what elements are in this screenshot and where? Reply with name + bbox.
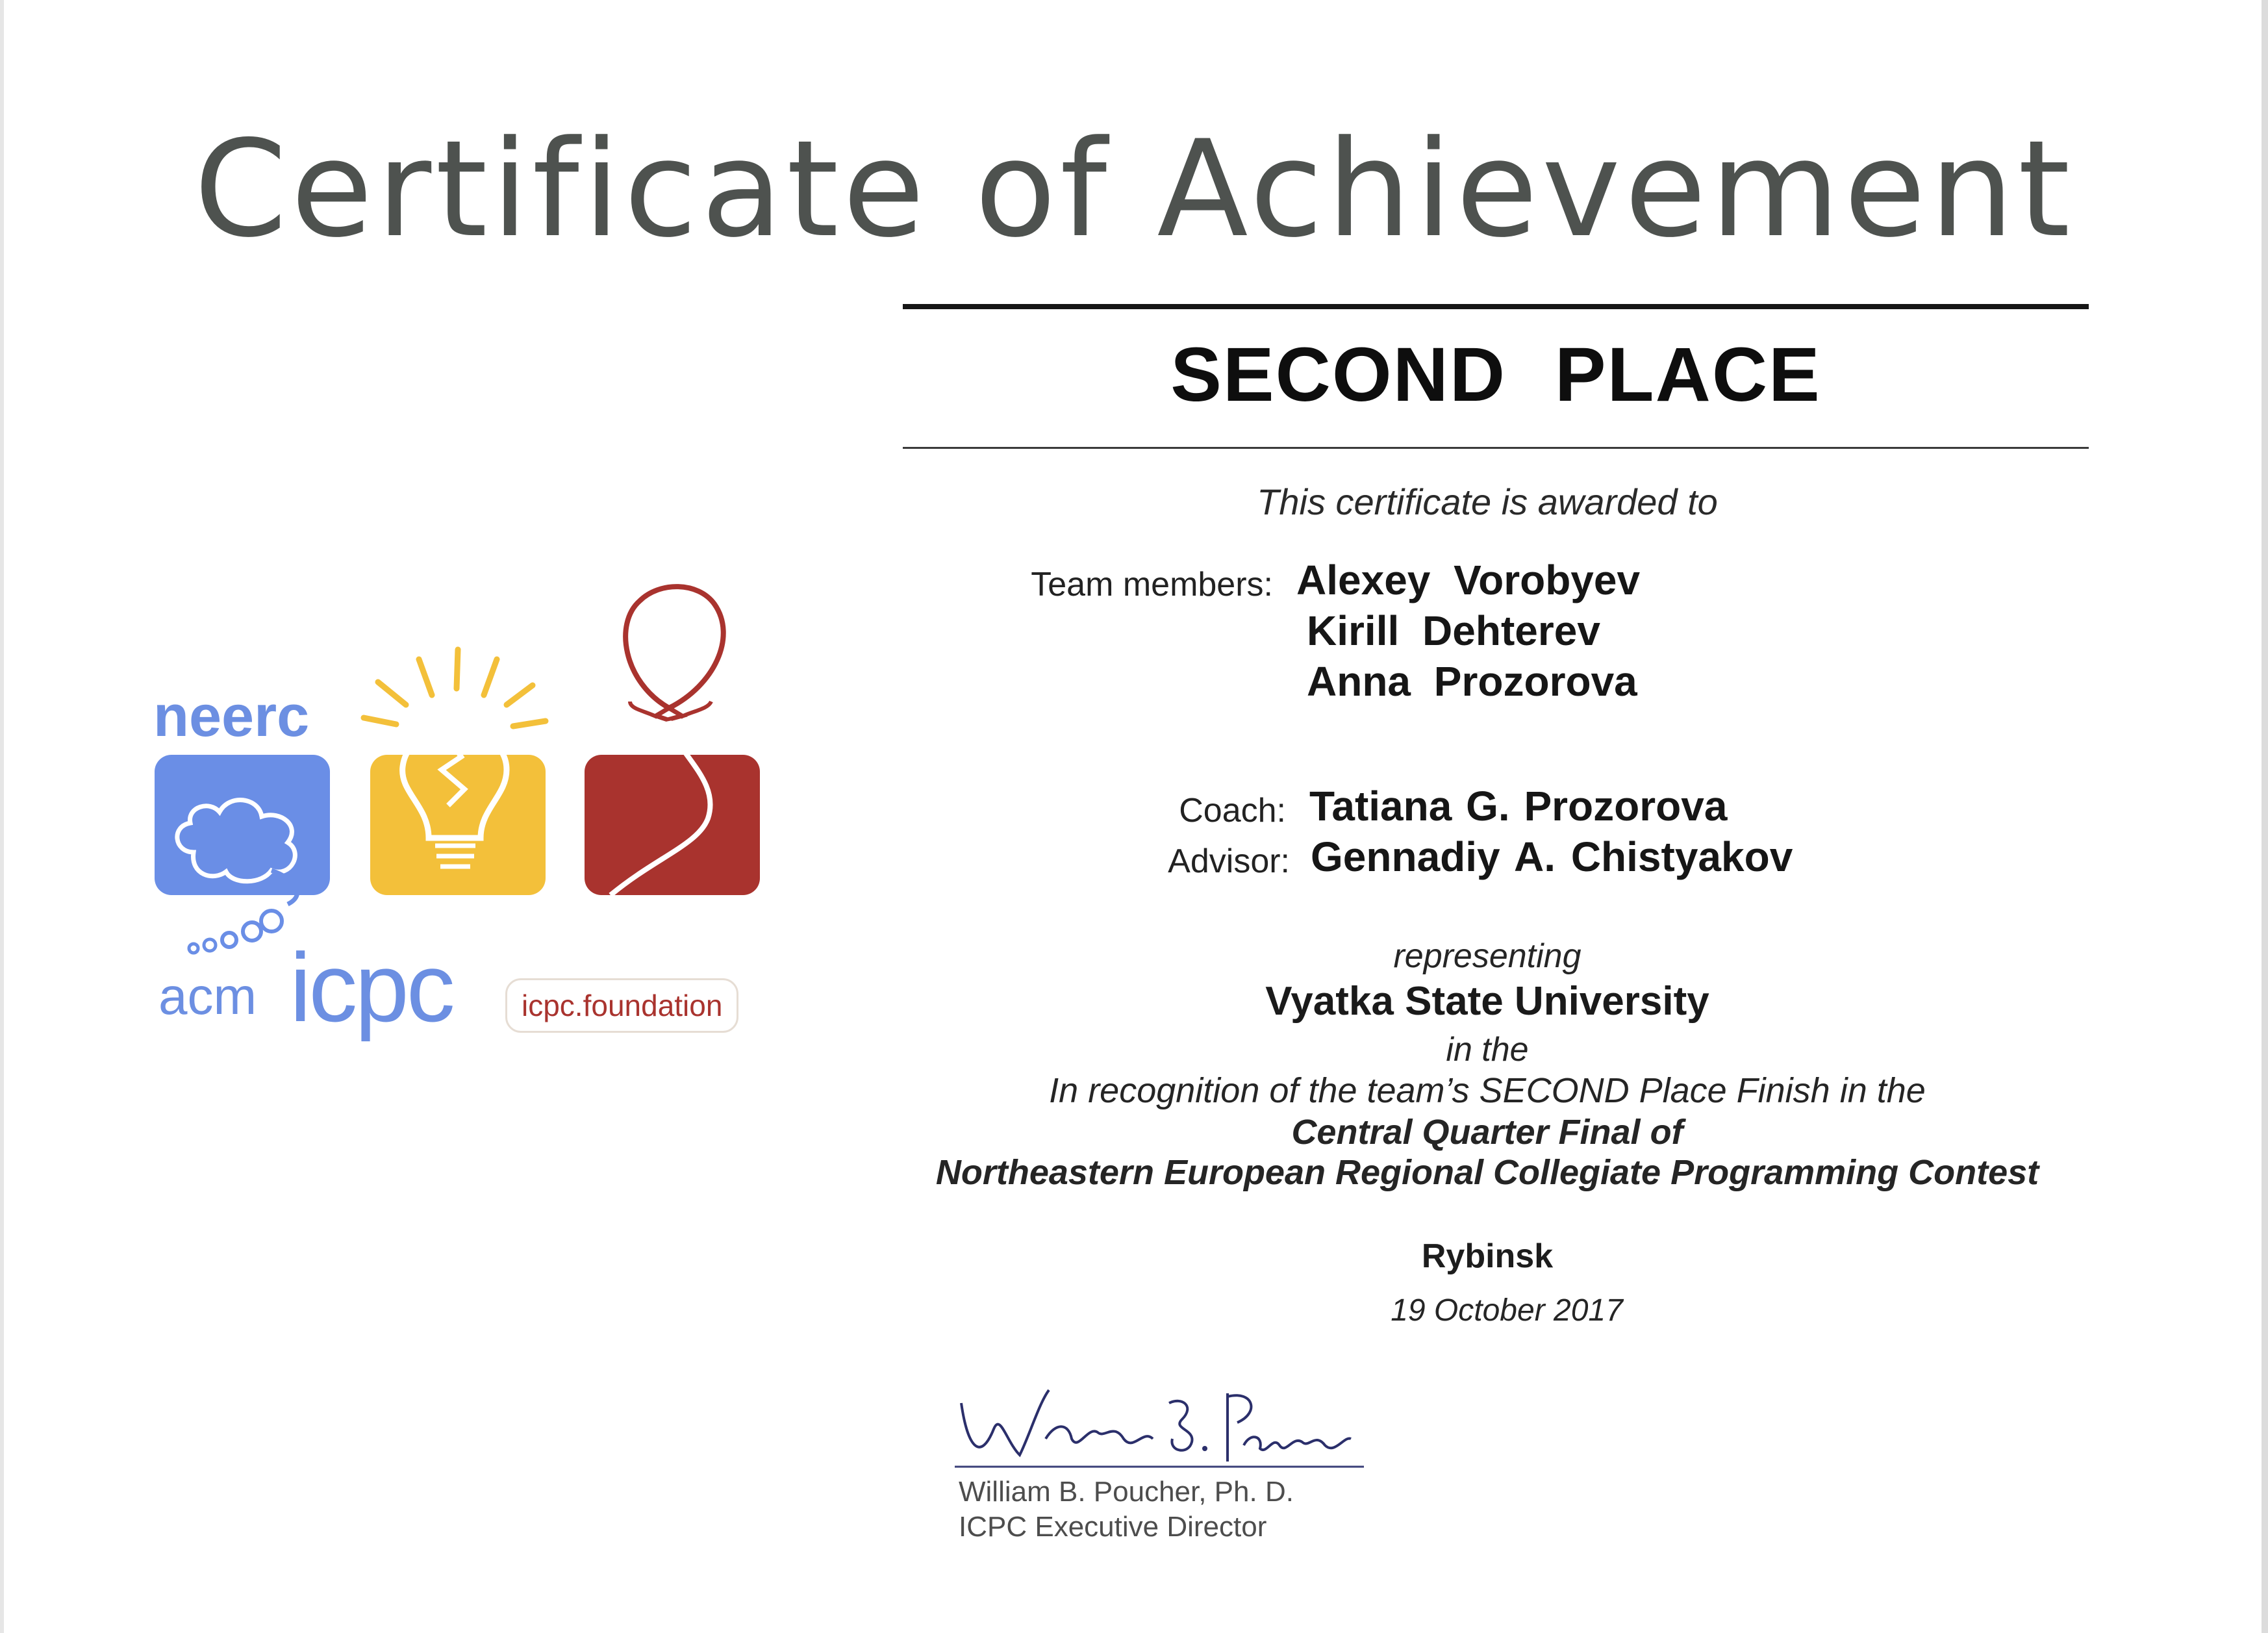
team-member-2: Kirill Dehterev: [1307, 607, 1600, 654]
university-name: Vyatka State University: [1265, 979, 1709, 1024]
place-heading: SECOND PLACE: [1170, 332, 1821, 418]
team-members-label: Team members:: [1031, 566, 1273, 603]
contest-line-2: Northeastern European Regional Collegiate Programming Contest: [935, 1153, 2039, 1192]
signature-name: William B. Poucher, Ph. D.: [959, 1476, 1294, 1508]
representing-text: representing: [1393, 937, 1581, 975]
signature-image: [948, 1377, 1377, 1475]
certificate-title: Certificate of Achievement: [194, 112, 2074, 267]
team-member-1: Alexey Vorobyev: [1296, 557, 1641, 603]
coach-name: Tatiana G. Prozorova: [1309, 783, 1728, 829]
recognition-text: In recognition of the team’s SECOND Place Finish in the: [1049, 1071, 1926, 1110]
top-rule: [903, 304, 2089, 309]
contest-line-1: Central Quarter Final of: [1291, 1113, 1683, 1152]
team-member-3: Anna Prozorova: [1307, 658, 1637, 705]
signature-title: ICPC Executive Director: [959, 1511, 1267, 1543]
in-the-text: in the: [1446, 1031, 1529, 1069]
icpc-foundation-badge: icpc.foundation: [505, 978, 738, 1033]
thought-cloud-icon: [155, 755, 349, 963]
advisor-label: Advisor:: [1168, 842, 1290, 880]
balloon-icon: [585, 572, 760, 896]
bottom-rule: [903, 447, 2089, 449]
city: Rybinsk: [1421, 1237, 1554, 1275]
acm-logo-text: acm: [158, 967, 257, 1025]
awarded-to-text: This certificate is awarded to: [1257, 481, 1718, 522]
coach-label: Coach:: [1179, 792, 1286, 829]
neerc-logo-text: neerc: [153, 684, 310, 749]
advisor-name: Gennadiy A. Chistyakov: [1311, 833, 1793, 880]
lightbulb-icon: [351, 643, 565, 890]
icpc-logo-text: icpc: [290, 933, 453, 1042]
date: 19 October 2017: [1391, 1293, 1623, 1328]
